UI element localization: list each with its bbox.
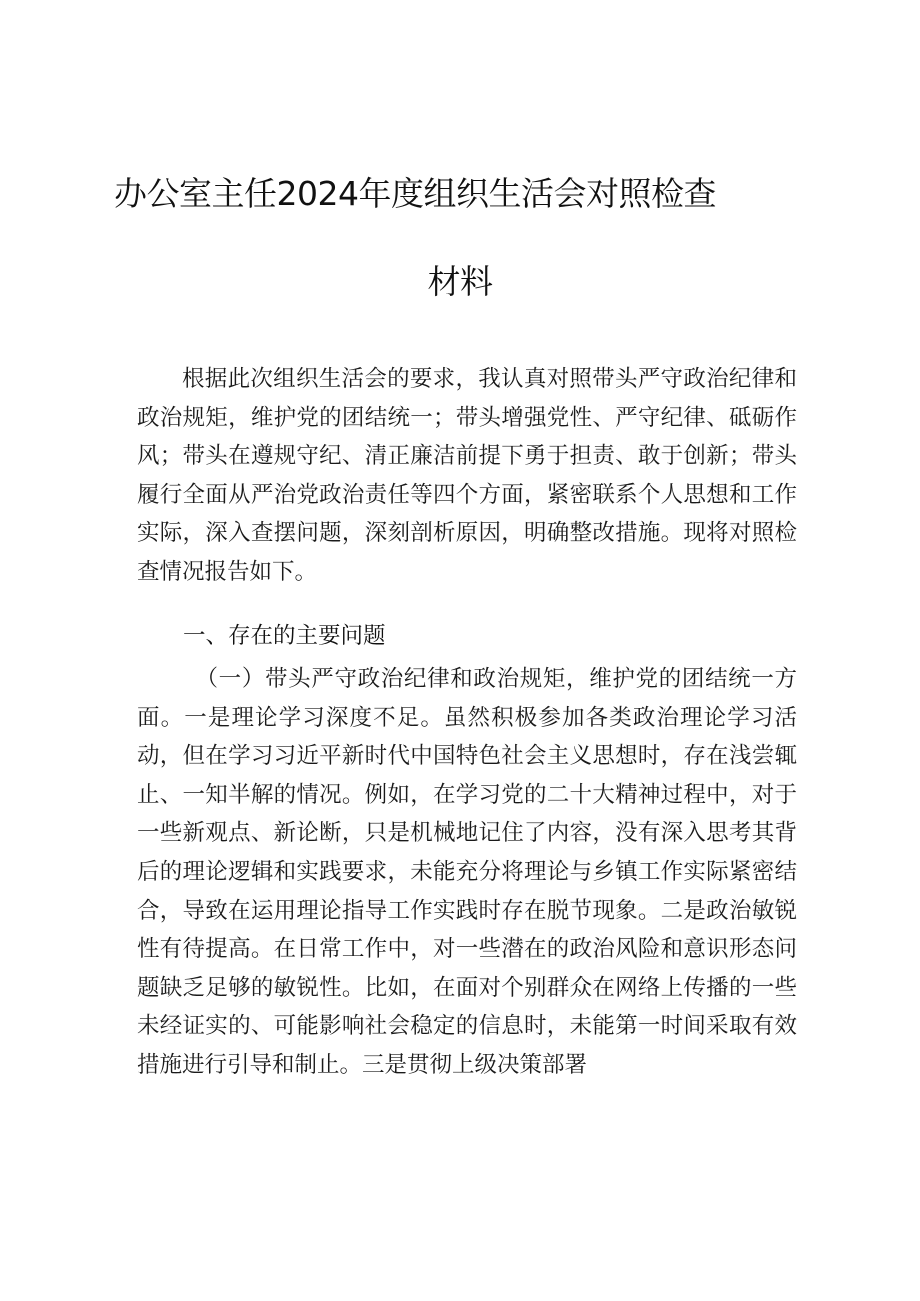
section-heading: 一、存在的主要问题 (183, 623, 386, 649)
section-paragraph-block (137, 660, 797, 1085)
intro-paragraph-block (137, 360, 797, 592)
section-paragraph: （一）带头严守政治纪律和政治规矩，维护党的团结统一方面。一是理论学习深度不足。虽然积极参加各类政治理论学习活动，但在学习习近平新时代中国特色社会主义思想时，存在浅尝辄止、一知半解的情况。例如，在学习党的二十大精神过程中，对于一些新观点、新论断，只是机械地记住了内容，没有深入思考其背后的理论逻辑和实践要求，未能充分将理论与乡镇工作实际紧密结合，导致在运用理论指导工作实践时存在脱节现象。二是政治敏锐性有待提高。在日常工作中，对一些潜在的政治风险和意识形态问题缺乏足够的敏锐性。比如，在面对个别群众在网络上传播的一些未经证实的、可能影响社会稳定的信息时，未能第一时间采取有效措施进行引导和制止。三是贯彻上级决策部署 (137, 666, 797, 1078)
document-title-line-2: 材料 (427, 262, 493, 301)
document-title-line-1: 办公室主任2024年度组织生活会对照检查 (114, 174, 716, 213)
intro-paragraph: 根据此次组织生活会的要求，我认真对照带头严守政治纪律和政治规矩，维护党的团结统一；带头增强党性、严守纪律、砥砺作风；带头在遵规守纪、清正廉洁前提下勇于担责、敢于创新；带头履行全面从严治党政治责任等四个方面，紧密联系个人思想和工作实际，深入查摆问题，深刻剖析原因，明确整改措施。现将对照检查情况报告如下。 (137, 366, 797, 585)
